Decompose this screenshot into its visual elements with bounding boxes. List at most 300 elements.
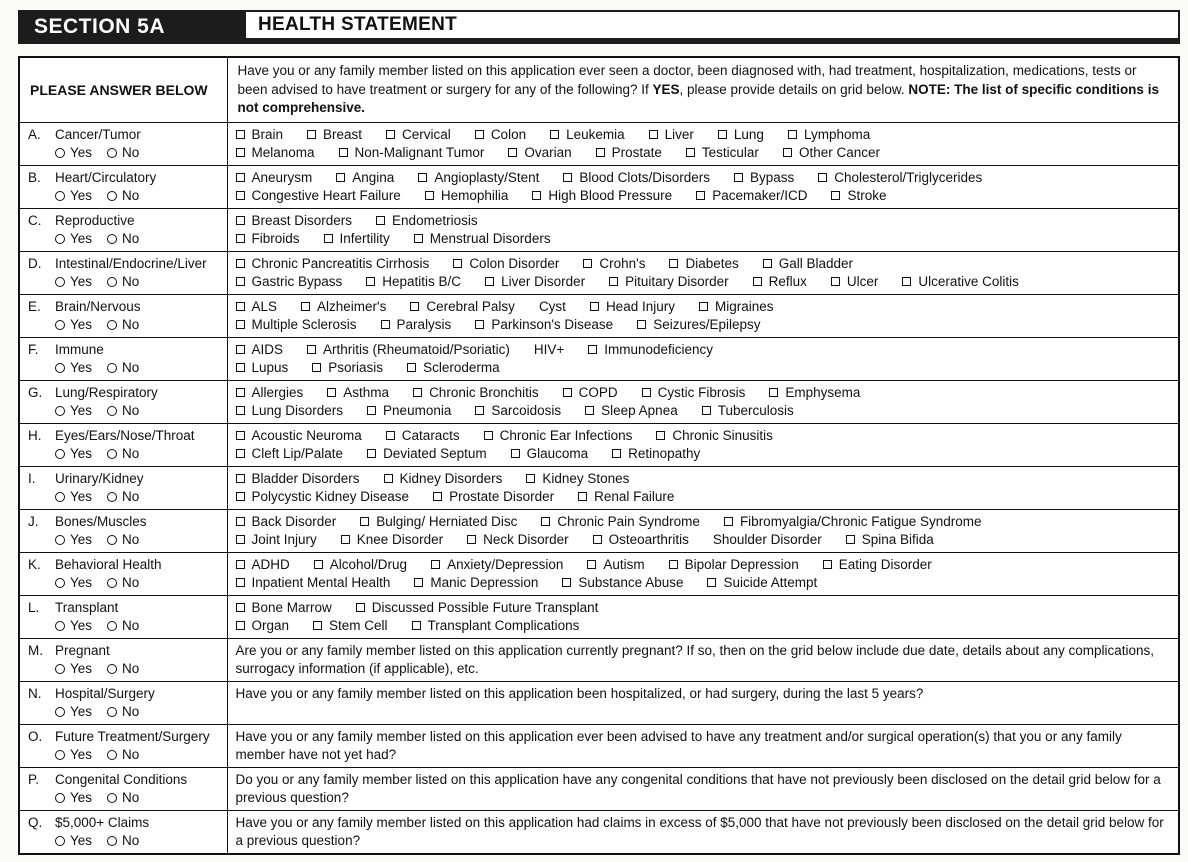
checkbox-item[interactable] xyxy=(236,230,300,249)
checkbox-item[interactable] xyxy=(724,513,982,532)
checkbox-item[interactable] xyxy=(236,169,313,188)
condition-line xyxy=(236,187,1171,206)
checkbox-item[interactable] xyxy=(593,531,689,550)
radio-icon xyxy=(55,234,65,244)
checkbox-item[interactable] xyxy=(414,574,538,593)
checkbox-item[interactable] xyxy=(788,126,870,145)
radio-option-yes[interactable] xyxy=(55,789,92,808)
row-letter: I. xyxy=(28,470,36,486)
checkbox-item[interactable] xyxy=(236,445,344,464)
radio-label: No xyxy=(122,618,140,633)
radio-label: No xyxy=(122,704,140,719)
checkbox-label: Multiple Sclerosis xyxy=(251,317,357,332)
yes-no-options xyxy=(28,273,219,292)
checkbox-item[interactable] xyxy=(236,126,284,145)
radio-icon xyxy=(55,449,65,459)
radio-option-no[interactable] xyxy=(107,273,139,292)
category-cell xyxy=(19,251,227,294)
condition-line xyxy=(236,169,1171,188)
checkbox-item[interactable] xyxy=(314,556,407,575)
detail-cell xyxy=(227,251,1179,294)
checkbox-label: Congestive Heart Failure xyxy=(251,188,401,203)
checkbox-item[interactable] xyxy=(425,187,509,206)
checkbox-item[interactable] xyxy=(831,273,879,292)
checkbox-icon xyxy=(431,560,440,569)
radio-option-no[interactable] xyxy=(107,746,139,765)
checkbox-icon xyxy=(753,277,762,286)
checkbox-label: Bipolar Depression xyxy=(684,556,799,572)
checkbox-icon xyxy=(313,621,322,630)
checkbox-item[interactable] xyxy=(386,126,451,145)
table-row xyxy=(19,337,1179,380)
checkbox-item[interactable] xyxy=(578,488,674,507)
checkbox-icon xyxy=(418,173,427,182)
yes-no-options xyxy=(28,789,219,808)
checkbox-item[interactable] xyxy=(236,212,353,231)
checkbox-label: Glaucoma xyxy=(526,446,589,461)
condition-line xyxy=(236,617,1171,636)
checkbox-item[interactable] xyxy=(585,402,678,421)
checkbox-item[interactable] xyxy=(381,316,452,335)
checkbox-icon xyxy=(376,216,385,225)
yes-no-options xyxy=(28,746,219,765)
checkbox-item[interactable] xyxy=(339,144,485,163)
radio-option-no[interactable] xyxy=(107,531,139,550)
checkbox-label: Bulging/ Herniated Disc xyxy=(376,513,518,529)
checkbox-label: Migraines xyxy=(714,298,774,314)
radio-option-yes[interactable] xyxy=(55,359,92,378)
checkbox-label: Blood Clots/Disorders xyxy=(579,169,710,185)
category-cell xyxy=(19,552,227,595)
checkbox-item[interactable] xyxy=(410,298,515,317)
category-cell xyxy=(19,724,227,767)
radio-option-no[interactable] xyxy=(107,789,139,808)
category-line xyxy=(28,298,219,317)
radio-icon xyxy=(55,535,65,545)
answer-below-label: PLEASE ANSWER BELOW xyxy=(19,57,227,122)
checkbox-label: Asthma xyxy=(343,384,390,400)
checkbox-icon xyxy=(475,130,484,139)
checkbox-item[interactable] xyxy=(360,513,517,532)
detail-cell xyxy=(227,423,1179,466)
checkbox-item[interactable] xyxy=(583,255,645,274)
radio-option-no[interactable] xyxy=(107,144,139,163)
checkbox-label: Leukemia xyxy=(566,126,625,142)
radio-option-yes[interactable] xyxy=(55,574,92,593)
checkbox-item[interactable] xyxy=(831,187,886,206)
checkbox-label: Melanoma xyxy=(251,145,315,160)
yes-no-options xyxy=(28,230,219,249)
radio-icon xyxy=(107,621,117,631)
checkbox-item[interactable] xyxy=(414,230,551,249)
radio-option-yes[interactable] xyxy=(55,187,92,206)
checkbox-item[interactable] xyxy=(376,212,478,231)
radio-option-no[interactable] xyxy=(107,359,139,378)
checkbox-item[interactable] xyxy=(649,126,694,145)
category-line xyxy=(28,728,219,747)
checkbox-item[interactable] xyxy=(563,169,710,188)
checkbox-item[interactable] xyxy=(541,513,700,532)
checkbox-item[interactable] xyxy=(769,384,860,403)
checkbox-item[interactable] xyxy=(511,445,589,464)
category-line xyxy=(28,513,219,532)
checkbox-item[interactable] xyxy=(846,531,934,550)
checkbox-item[interactable] xyxy=(818,169,982,188)
radio-label: No xyxy=(122,274,140,289)
checkbox-label: Renal Failure xyxy=(594,489,675,504)
checkbox-label: Diabetes xyxy=(685,255,739,271)
yes-no-options xyxy=(28,574,219,593)
checkbox-label: Menstrual Disorders xyxy=(429,231,551,246)
row-letter: E. xyxy=(28,298,41,314)
checkbox-item[interactable] xyxy=(236,427,362,446)
radio-label: No xyxy=(122,188,140,203)
row-letter: J. xyxy=(28,513,39,529)
detail-cell xyxy=(227,380,1179,423)
radio-option-yes[interactable] xyxy=(55,488,92,507)
checkbox-icon xyxy=(236,191,245,200)
category-cell xyxy=(19,810,227,854)
checkbox-item[interactable] xyxy=(336,169,394,188)
checkbox-icon xyxy=(414,234,423,243)
checkbox-item[interactable] xyxy=(236,144,315,163)
condition-line xyxy=(236,488,1171,507)
radio-icon xyxy=(107,492,117,502)
condition-line xyxy=(236,427,1171,446)
checkbox-label: Scleroderma xyxy=(423,360,500,375)
radio-icon xyxy=(107,406,117,416)
checkbox-label: Kidney Disorders xyxy=(399,470,503,486)
checkbox-label: Neck Disorder xyxy=(483,532,569,547)
checkbox-item[interactable] xyxy=(696,187,807,206)
checkbox-item[interactable] xyxy=(367,445,487,464)
checkbox-label: ALS xyxy=(251,298,278,314)
checkbox-item[interactable] xyxy=(366,273,461,292)
checkbox-item[interactable] xyxy=(327,384,389,403)
condition-line xyxy=(236,445,1171,464)
checkbox-label: Kidney Stones xyxy=(542,470,630,486)
checkbox-item[interactable] xyxy=(407,359,500,378)
checkbox-item[interactable] xyxy=(236,470,360,489)
checkbox-label: Liver xyxy=(664,126,694,142)
checkbox-item[interactable] xyxy=(418,169,539,188)
checkbox-item[interactable] xyxy=(902,273,1019,292)
checkbox-icon xyxy=(433,492,442,501)
checkbox-label: Chronic Pancreatitis Cirrhosis xyxy=(251,255,430,271)
checkbox-label: Lung Disorders xyxy=(251,403,344,418)
checkbox-item[interactable] xyxy=(484,427,633,446)
radio-option-yes[interactable] xyxy=(55,832,92,851)
checkbox-label: Stroke xyxy=(847,188,887,203)
checkbox-item[interactable] xyxy=(702,402,794,421)
row-letter: P. xyxy=(28,771,40,787)
radio-label: Yes xyxy=(70,317,93,332)
radio-option-no[interactable] xyxy=(107,832,139,851)
radio-option-no[interactable] xyxy=(107,230,139,249)
checkbox-icon xyxy=(341,535,350,544)
radio-option-yes[interactable] xyxy=(55,144,92,163)
condition-line xyxy=(236,255,1171,274)
checkbox-icon xyxy=(236,302,245,311)
checkbox-label: Organ xyxy=(251,618,290,633)
checkbox-label: Breast Disorders xyxy=(251,212,353,228)
checkbox-label: Immunodeficiency xyxy=(604,341,714,357)
checkbox-icon xyxy=(475,320,484,329)
checkbox-item xyxy=(534,341,564,360)
checkbox-label: Chronic Sinusitis xyxy=(672,427,773,443)
checkbox-icon xyxy=(696,191,705,200)
checkbox-item[interactable] xyxy=(475,126,526,145)
category-line xyxy=(28,771,219,790)
checkbox-item[interactable] xyxy=(587,556,644,575)
row-category: Urinary/Kidney xyxy=(55,470,144,486)
checkbox-item[interactable] xyxy=(707,574,817,593)
category-line xyxy=(28,814,219,833)
condition-line xyxy=(236,316,1171,335)
checkbox-label: Colon Disorder xyxy=(469,255,560,271)
checkbox-item[interactable] xyxy=(324,230,390,249)
question-text: Do you or any family member listed on this application have any congenital conditions that have not previously been disclosed on the detail grid below for a previous question? xyxy=(235,771,1161,805)
radio-option-yes[interactable] xyxy=(55,316,92,335)
checkbox-icon xyxy=(413,388,422,397)
checkbox-item[interactable] xyxy=(433,488,554,507)
checkbox-item[interactable] xyxy=(467,531,569,550)
checkbox-icon xyxy=(236,517,245,526)
checkbox-icon xyxy=(578,492,587,501)
row-category: Pregnant xyxy=(55,642,110,658)
checkbox-icon xyxy=(831,277,840,286)
checkbox-icon xyxy=(312,363,321,372)
checkbox-item[interactable] xyxy=(236,574,391,593)
checkbox-icon xyxy=(511,449,520,458)
checkbox-label: High Blood Pressure xyxy=(548,188,673,203)
checkbox-item[interactable] xyxy=(312,359,383,378)
checkbox-item[interactable] xyxy=(413,384,539,403)
checkbox-item[interactable] xyxy=(588,341,713,360)
checkbox-item[interactable] xyxy=(699,298,774,317)
checkbox-label: ADHD xyxy=(251,556,290,572)
checkbox-item[interactable] xyxy=(453,255,559,274)
checkbox-item[interactable] xyxy=(485,273,585,292)
radio-option-no[interactable] xyxy=(107,488,139,507)
radio-label: No xyxy=(122,661,140,676)
row-letter: G. xyxy=(28,384,43,400)
checkbox-item[interactable] xyxy=(590,298,675,317)
radio-option-yes[interactable] xyxy=(55,273,92,292)
checkbox-item[interactable] xyxy=(562,574,683,593)
checkbox-label: COPD xyxy=(578,384,618,400)
checkbox-item[interactable] xyxy=(356,599,599,618)
detail-cell xyxy=(227,337,1179,380)
checkbox-label: Lymphoma xyxy=(803,126,871,142)
checkbox-item[interactable] xyxy=(236,255,430,274)
checkbox-item[interactable] xyxy=(823,556,932,575)
checkbox-icon xyxy=(236,259,245,268)
checkbox-item[interactable] xyxy=(783,144,880,163)
radio-option-yes[interactable] xyxy=(55,660,92,679)
checkbox-icon xyxy=(823,560,832,569)
checkbox-icon xyxy=(236,474,245,483)
radio-option-no[interactable] xyxy=(107,703,139,722)
checkbox-label: Ovarian xyxy=(524,145,572,160)
checkbox-icon xyxy=(769,388,778,397)
checkbox-item[interactable] xyxy=(307,126,362,145)
row-letter: O. xyxy=(28,728,43,744)
checkbox-item[interactable] xyxy=(236,384,304,403)
table-row xyxy=(19,380,1179,423)
page-title: HEALTH STATEMENT xyxy=(244,10,1180,40)
checkbox-item[interactable] xyxy=(526,470,629,489)
checkbox-item[interactable] xyxy=(563,384,618,403)
checkbox-icon xyxy=(485,277,494,286)
checkbox-label: Arthritis (Rheumatoid/Psoriatic) xyxy=(323,341,510,357)
radio-option-no[interactable] xyxy=(107,445,139,464)
radio-option-yes[interactable] xyxy=(55,230,92,249)
checkbox-item[interactable] xyxy=(236,599,332,618)
checkbox-item[interactable] xyxy=(236,316,357,335)
checkbox-item[interactable] xyxy=(236,556,290,575)
condition-line xyxy=(236,273,1171,292)
checkbox-icon xyxy=(818,173,827,182)
radio-label: No xyxy=(122,489,140,504)
radio-option-no[interactable] xyxy=(107,617,139,636)
checkbox-icon xyxy=(587,560,596,569)
checkbox-label: Alcohol/Drug xyxy=(329,556,408,572)
checkbox-item[interactable] xyxy=(550,126,625,145)
section-header xyxy=(18,10,1180,44)
checkbox-item[interactable] xyxy=(669,556,799,575)
checkbox-item[interactable] xyxy=(236,298,278,317)
radio-icon xyxy=(107,664,117,674)
row-letter: M. xyxy=(28,642,43,658)
checkbox-label: Osteoarthritis xyxy=(608,532,689,547)
checkbox-icon xyxy=(783,148,792,157)
checkbox-icon xyxy=(236,345,245,354)
condition-line xyxy=(236,359,1171,378)
radio-option-yes[interactable] xyxy=(55,703,92,722)
checkbox-item[interactable] xyxy=(475,316,613,335)
checkbox-item[interactable] xyxy=(637,316,760,335)
radio-option-yes[interactable] xyxy=(55,617,92,636)
checkbox-item[interactable] xyxy=(307,341,510,360)
table-row xyxy=(19,638,1179,681)
checkbox-item[interactable] xyxy=(236,531,317,550)
checkbox-label: Chronic Pain Syndrome xyxy=(557,513,700,529)
checkbox-item[interactable] xyxy=(386,427,460,446)
checkbox-item[interactable] xyxy=(431,556,563,575)
checkbox-icon xyxy=(669,259,678,268)
radio-icon xyxy=(107,363,117,373)
radio-icon xyxy=(107,535,117,545)
checkbox-item[interactable] xyxy=(236,488,410,507)
checkbox-icon xyxy=(763,259,772,268)
category-line xyxy=(28,255,219,274)
checkbox-item[interactable] xyxy=(475,402,561,421)
checkbox-item[interactable] xyxy=(236,187,401,206)
category-line xyxy=(28,642,219,661)
radio-option-no[interactable] xyxy=(107,187,139,206)
checkbox-item[interactable] xyxy=(763,255,853,274)
checkbox-label: Breast xyxy=(323,126,363,142)
radio-option-no[interactable] xyxy=(107,574,139,593)
checkbox-item[interactable] xyxy=(753,273,807,292)
table-row xyxy=(19,509,1179,552)
checkbox-item[interactable] xyxy=(341,531,443,550)
checkbox-item[interactable] xyxy=(734,169,794,188)
table-row xyxy=(19,294,1179,337)
radio-option-yes[interactable] xyxy=(55,402,92,421)
checkbox-item[interactable] xyxy=(236,341,284,360)
checkbox-item[interactable] xyxy=(718,126,764,145)
checkbox-item[interactable] xyxy=(656,427,773,446)
checkbox-item[interactable] xyxy=(236,617,290,636)
checkbox-item[interactable] xyxy=(236,273,343,292)
checkbox-icon xyxy=(467,535,476,544)
checkbox-icon xyxy=(324,234,333,243)
checkbox-item[interactable] xyxy=(609,273,729,292)
checkbox-label: Shoulder Disorder xyxy=(712,532,822,547)
checkbox-icon xyxy=(593,535,602,544)
checkbox-item[interactable] xyxy=(301,298,386,317)
radio-label: No xyxy=(122,446,140,461)
checkbox-icon xyxy=(532,191,541,200)
radio-icon xyxy=(107,793,117,803)
yes-no-options xyxy=(28,832,219,851)
checkbox-item[interactable] xyxy=(532,187,672,206)
table-row xyxy=(19,122,1179,165)
checkbox-icon xyxy=(236,130,245,139)
radio-option-yes[interactable] xyxy=(55,746,92,765)
radio-label: Yes xyxy=(70,403,93,418)
radio-option-no[interactable] xyxy=(107,402,139,421)
checkbox-label: Discussed Possible Future Transplant xyxy=(371,599,599,615)
detail-cell xyxy=(227,724,1179,767)
checkbox-item[interactable] xyxy=(384,470,503,489)
checkbox-label: Lupus xyxy=(251,360,289,375)
condition-line xyxy=(236,230,1171,249)
checkbox-item[interactable] xyxy=(412,617,580,636)
category-cell xyxy=(19,380,227,423)
checkbox-item[interactable] xyxy=(612,445,700,464)
radio-label: No xyxy=(122,231,140,246)
checkbox-label: Spina Bifida xyxy=(861,532,934,547)
radio-option-no[interactable] xyxy=(107,316,139,335)
checkbox-item[interactable] xyxy=(367,402,451,421)
row-category: Bones/Muscles xyxy=(55,513,147,529)
radio-option-no[interactable] xyxy=(107,660,139,679)
checkbox-label: Lung xyxy=(733,126,764,142)
checkbox-item[interactable] xyxy=(236,359,289,378)
condition-line xyxy=(236,126,1171,145)
checkbox-icon xyxy=(367,406,376,415)
radio-label: Yes xyxy=(70,661,93,676)
checkbox-label: Fibroids xyxy=(251,231,300,246)
checkbox-item[interactable] xyxy=(236,513,337,532)
checkbox-item[interactable] xyxy=(596,144,662,163)
checkbox-item[interactable] xyxy=(313,617,388,636)
yes-no-options xyxy=(28,445,219,464)
checkbox-item[interactable] xyxy=(508,144,571,163)
radio-icon xyxy=(107,320,117,330)
radio-option-yes[interactable] xyxy=(55,531,92,550)
checkbox-item[interactable] xyxy=(236,402,344,421)
radio-option-yes[interactable] xyxy=(55,445,92,464)
checkbox-item[interactable] xyxy=(669,255,738,274)
checkbox-label: Angina xyxy=(352,169,395,185)
checkbox-icon xyxy=(453,259,462,268)
checkbox-item[interactable] xyxy=(642,384,746,403)
checkbox-item[interactable] xyxy=(686,144,759,163)
